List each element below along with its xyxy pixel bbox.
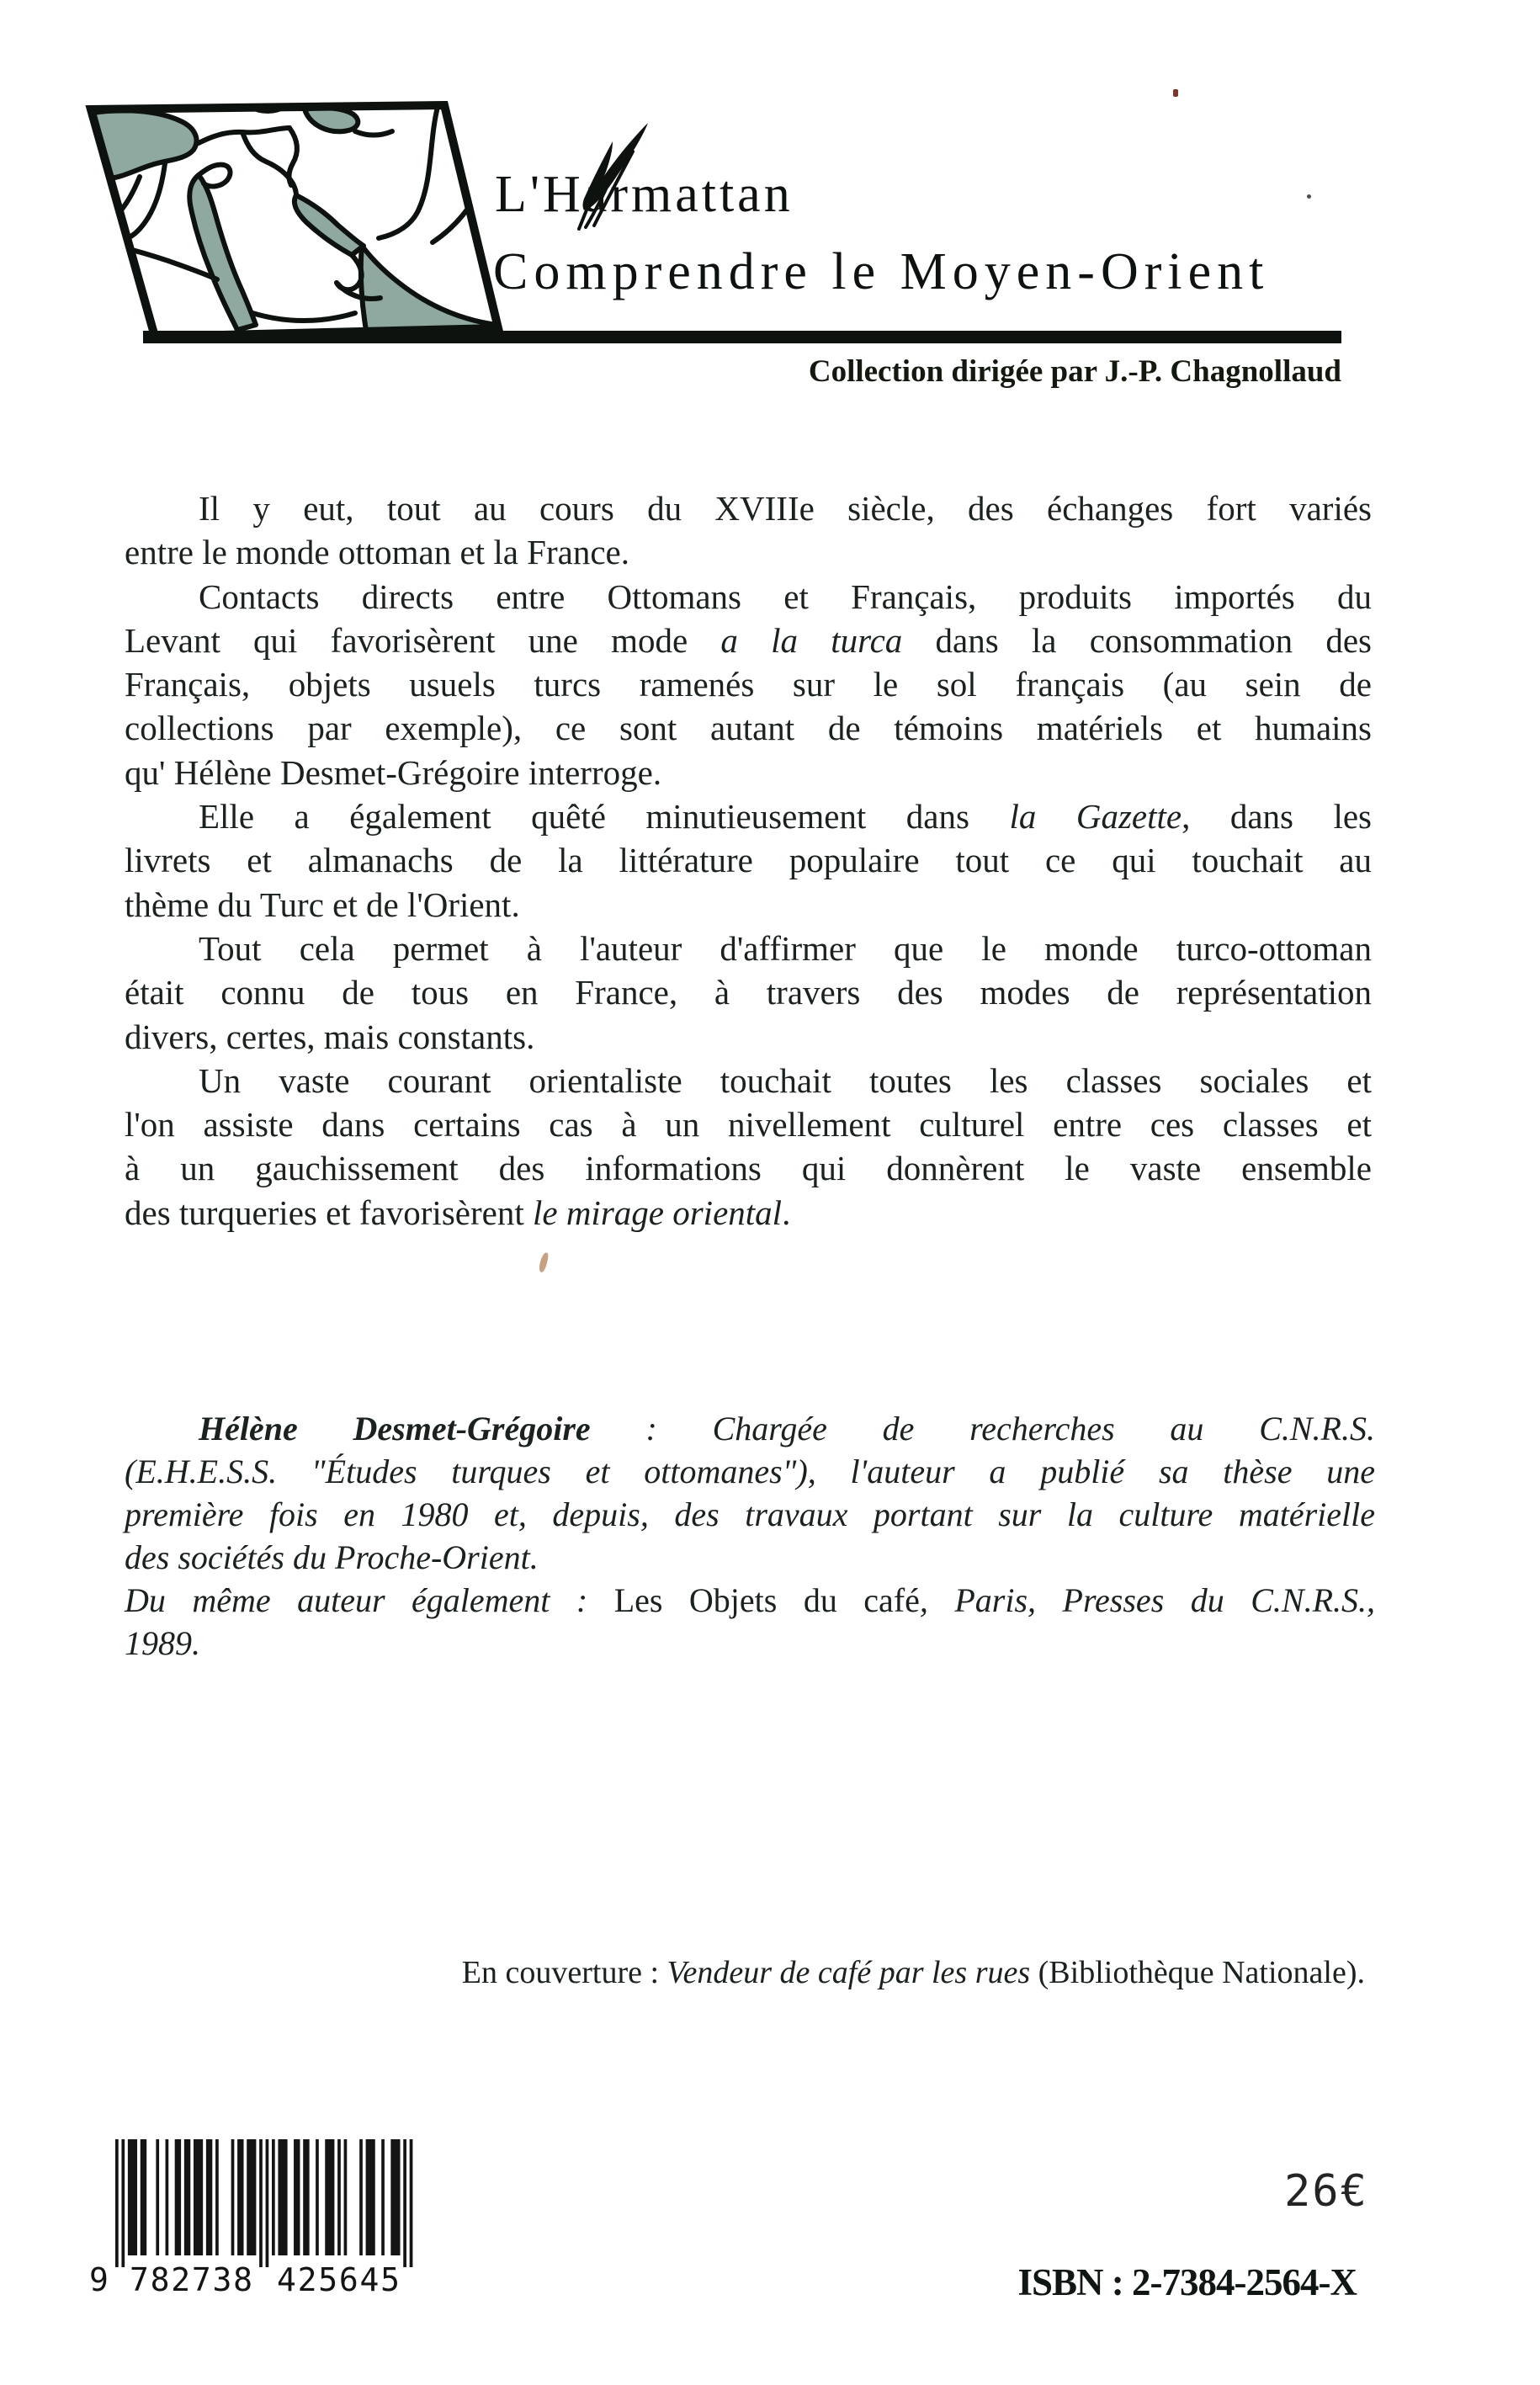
- scan-speck: [1173, 89, 1178, 97]
- svg-text:425645: 425645: [277, 2261, 400, 2298]
- cover-credit: En couverture : Vendeur de café par les rues (Bibliothèque Nationale).: [461, 1955, 1365, 1990]
- collection-title: Comprendre le Moyen-Orient: [493, 243, 1270, 300]
- svg-text:9: 9: [89, 2261, 109, 2298]
- isbn-label: ISBN : 2-7384-2564-X: [1017, 2261, 1357, 2303]
- author-bio: Hélène Desmet-Grégoire : Chargée de recherches au C.N.R.S. (E.H.E.S.S. "Études turques et ottomanes"), l'auteur a publié sa thèse une première fois en 1980 et, depuis, des travaux portant sur la culture matérielle des sociétés du Proche-Orient. Du même auteur également : Les Objets du café, Paris, Presses du C.N.R.S., 1989.: [125, 1410, 1375, 1662]
- synopsis-text: Il y eut, tout au cours du XVIIIe siècle, des échanges fort variés entre le monde ottoman et la France. Contacts directs entre Ottomans et Français, produits importés du Levant qui favorisèrent une mode a la turca dans la consommation des Français, objets usuels turcs ramenés sur le sol français (au sein de collections par exemple), ce sont autant de témoins matériels et humains qu' Hélène Desmet-Grégoire interroge. Elle a également quêté minutieusement dans la Gazette, dans les livrets et almanachs de la littérature populaire tout ce qui touchait au thème du Turc et de l'Orient. Tout cela permet à l'auteur d'affirmer que le monde turco-ottoman était connu de tous en France, à travers des modes de représentation divers, certes, mais constants. Un vaste courant orientaliste touchait toutes les classes sociales et l'on assiste dans certains cas à un nivellement culturel entre ces classes et à un gauchissement des informations qui donnèrent le vaste ensemble des turqueries et favorisèrent le mirage oriental.: [125, 489, 1372, 1232]
- price-label: 26€: [1284, 2166, 1368, 2217]
- svg-text:782738: 782738: [130, 2261, 252, 2298]
- ean13-barcode-icon: [86, 2139, 422, 2299]
- scan-speck: [538, 1251, 550, 1272]
- collection-director: Collection dirigée par J.-P. Chagnollaud: [808, 354, 1341, 389]
- middle-east-map-icon: [84, 101, 505, 341]
- scan-speck: [1307, 194, 1311, 199]
- divider-bar: [143, 331, 1341, 343]
- publisher-name: L'Harmattan: [495, 166, 794, 223]
